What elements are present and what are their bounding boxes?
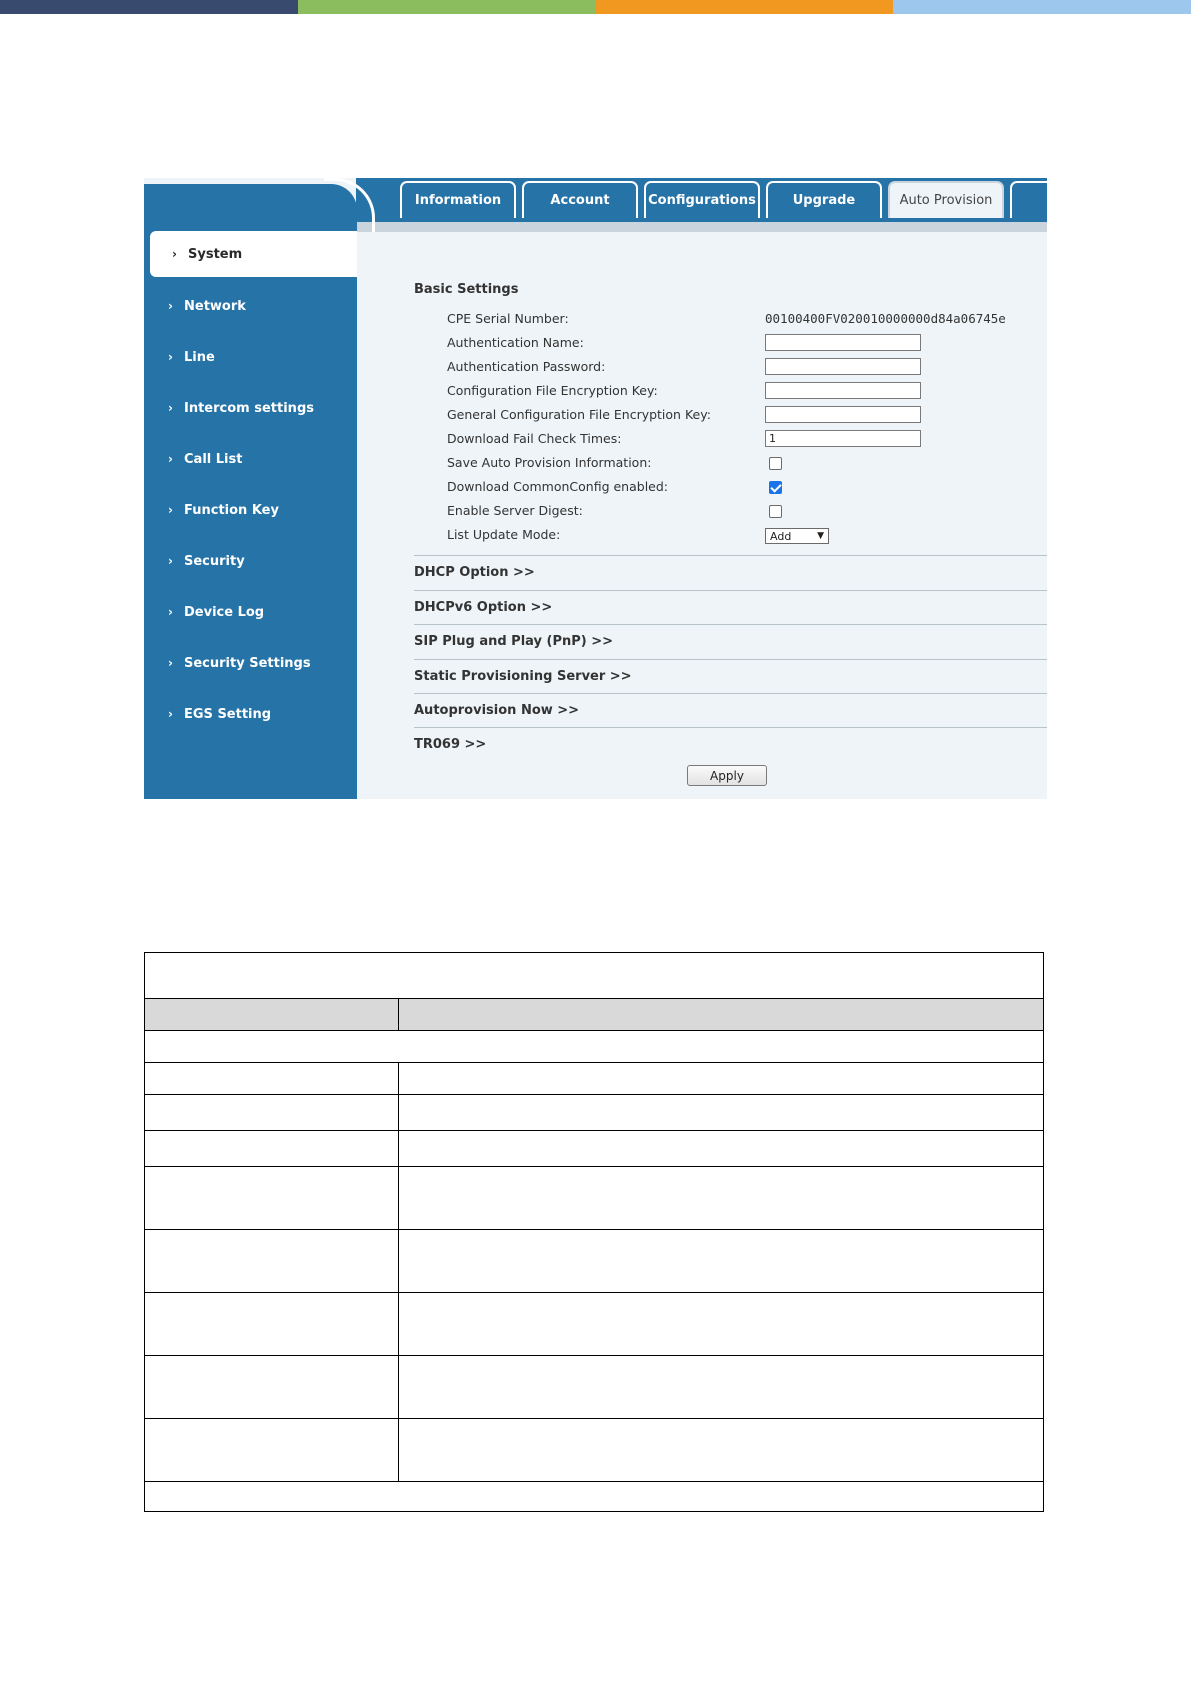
sip-pnp-toggle[interactable]: SIP Plug and Play (PnP) >> [414,634,614,649]
tab-configurations[interactable]: Configurations [644,181,760,218]
sidebar-item-call-list[interactable] [144,436,357,482]
divider [414,555,1047,556]
tab-upgrade[interactable]: Upgrade [766,181,882,218]
tr069-toggle[interactable]: TR069 >> [414,737,487,752]
sidebar-item-label: Call List [184,451,243,467]
general-key-label: General Configuration File Encryption Key: [447,407,711,422]
divider [414,693,1047,694]
band-segment-orange [596,0,894,14]
save-info-label: Save Auto Provision Information: [447,455,652,470]
table-row [145,1167,1043,1230]
table-row [145,1419,1043,1482]
sidebar-item-egs-setting[interactable] [144,691,357,737]
sidebar-item-device-log[interactable] [144,589,357,635]
fail-check-input[interactable] [765,430,921,447]
sidebar-item-label: Security Settings [184,655,311,671]
table-header-row [145,999,1043,1031]
auth-name-label: Authentication Name: [447,335,584,350]
tab-information[interactable]: Information [400,181,516,218]
table-row [145,1063,1043,1095]
chevron-right-icon: › [168,707,173,721]
autoprovision-now-toggle[interactable]: Autoprovision Now >> [414,703,580,718]
tab-overflow[interactable] [1010,181,1047,218]
sidebar-item-network[interactable] [144,283,357,329]
table-title-row [145,953,1043,999]
divider [414,727,1047,728]
chevron-right-icon: › [168,350,173,364]
auth-password-label: Authentication Password: [447,359,606,374]
cpe-serial-value: 00100400FV020010000000d84a06745e [765,311,1006,326]
update-mode-select[interactable] [765,528,829,544]
column-divider [398,1063,399,1482]
static-provisioning-toggle[interactable]: Static Provisioning Server >> [414,669,632,684]
web-ui-screenshot [144,178,1047,799]
general-key-input[interactable] [765,406,921,423]
dhcpv6-option-toggle[interactable]: DHCPv6 Option >> [414,600,553,615]
server-digest-label: Enable Server Digest: [447,503,583,518]
config-key-input[interactable] [765,382,921,399]
sidebar-item-security-settings[interactable] [144,640,357,686]
basic-settings-title: Basic Settings [414,282,519,297]
table-row [145,1356,1043,1419]
document-table [144,952,1044,1512]
auth-password-input[interactable] [765,358,921,375]
fail-check-label: Download Fail Check Times: [447,431,622,446]
chevron-right-icon: › [168,554,173,568]
dhcp-option-toggle[interactable]: DHCP Option >> [414,565,535,580]
sidebar-item-label: Function Key [184,502,279,518]
band-segment-green [298,0,596,14]
commonconfig-checkbox[interactable] [769,481,782,494]
sidebar-item-security[interactable] [144,538,357,584]
tab-auto-provision[interactable]: Auto Provision [888,181,1004,218]
divider [414,590,1047,591]
tab-account[interactable]: Account [522,181,638,218]
band-segment-lightblue [893,0,1191,14]
sidebar-item-system[interactable] [150,231,357,277]
sidebar-item-intercom-settings[interactable] [144,385,357,431]
band-segment-navy [0,0,298,14]
table-row [145,1131,1043,1167]
chevron-right-icon: › [172,247,177,261]
save-info-checkbox[interactable] [769,457,782,470]
chevron-right-icon: › [168,401,173,415]
brand-color-band [0,0,1191,14]
chevron-right-icon: › [168,299,173,313]
chevron-right-icon: › [168,503,173,517]
sidebar-item-label: Network [184,298,246,314]
apply-button[interactable]: Apply [687,765,767,786]
table-row [145,1230,1043,1293]
chevron-right-icon: › [168,605,173,619]
sidebar-item-function-key[interactable] [144,487,357,533]
sidebar-item-line[interactable] [144,334,357,380]
sidebar-item-label: Security [184,553,245,569]
sidebar-item-label: Intercom settings [184,400,314,416]
sidebar-item-label: Device Log [184,604,265,620]
auth-name-input[interactable] [765,334,921,351]
cpe-serial-label: CPE Serial Number: [447,311,569,326]
tab-strip [356,222,1047,232]
config-key-label: Configuration File Encryption Key: [447,383,658,398]
sidebar-item-label: Line [184,349,215,365]
column-divider [398,999,399,1031]
chevron-right-icon: › [168,656,173,670]
commonconfig-label: Download CommonConfig enabled: [447,479,669,494]
chevron-right-icon: › [168,452,173,466]
table-section-row [145,1031,1043,1063]
divider [414,624,1047,625]
update-mode-label: List Update Mode: [447,527,561,542]
chevron-down-icon: ▼ [817,531,824,541]
server-digest-checkbox[interactable] [769,505,782,518]
sidebar-item-label: EGS Setting [184,706,272,722]
divider [414,659,1047,660]
update-mode-value: Add [770,529,792,543]
sidebar-item-label: System [188,246,243,262]
table-row [145,1095,1043,1131]
table-row [145,1293,1043,1356]
